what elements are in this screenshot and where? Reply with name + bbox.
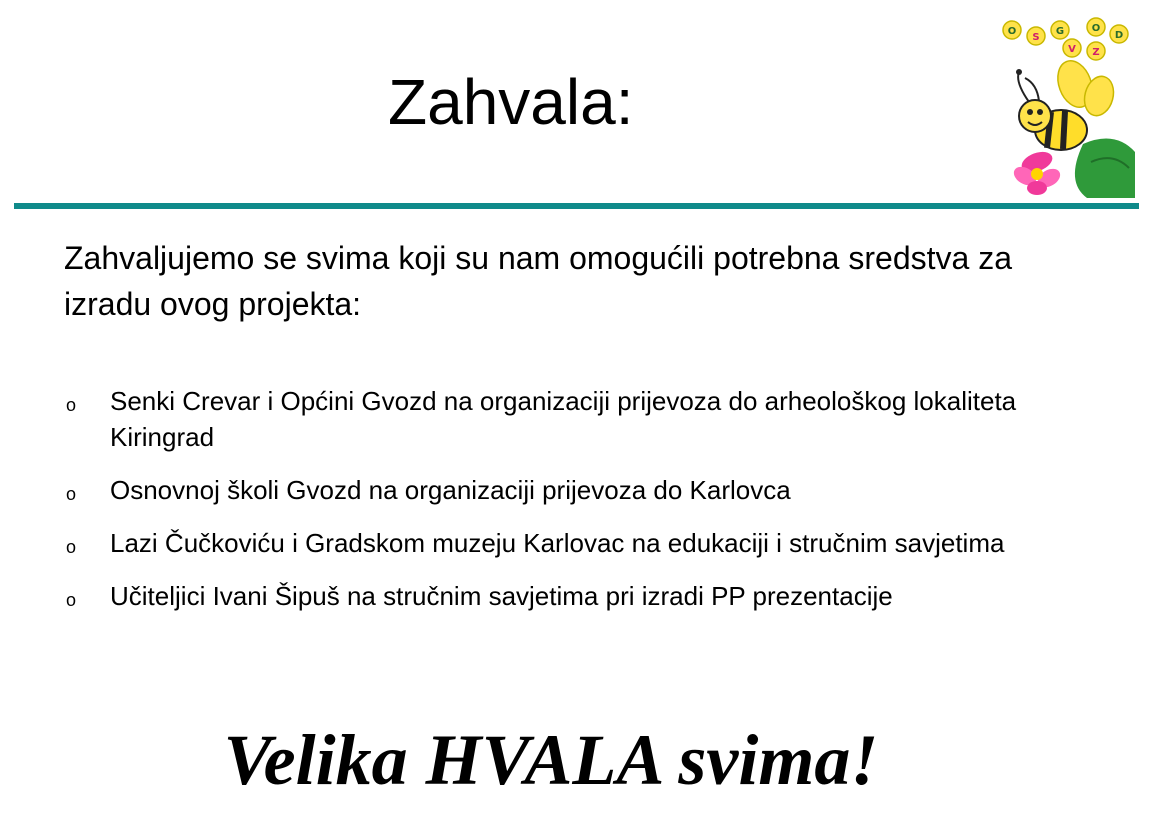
logo-honeycomb-letters xyxy=(1003,18,1128,60)
list-item-text: Senki Crevar i Općini Gvozd na organizaciji prijevoza do arheološkog lokaliteta Kiringrad xyxy=(110,386,1017,452)
bee-head xyxy=(1019,100,1051,132)
bullet-circle-icon: o xyxy=(66,537,77,557)
list-item-text: Lazi Čučkoviću i Gradskom muzeju Karlovac na edukaciji i stručnim savjetima xyxy=(110,528,1005,558)
intro-text: Zahvaljujemo se svima koji su nam omogućili potrebna sredstva za izradu ovog projekta: xyxy=(64,240,1012,322)
logo-letter: V xyxy=(1068,44,1076,55)
leaf-shape xyxy=(1075,139,1135,198)
logo-letter: S xyxy=(1032,32,1040,43)
logo-letter: Z xyxy=(1092,47,1100,58)
bullet-circle-icon: o xyxy=(66,590,77,610)
bullet-circle-icon: o xyxy=(66,484,77,504)
list-item xyxy=(64,383,1024,455)
thanks-list xyxy=(64,383,1024,631)
logo-letter: O xyxy=(1091,23,1101,34)
closing-thanks: Velika HVALA svima! xyxy=(223,720,879,800)
logo-letter: D xyxy=(1114,30,1124,41)
list-item xyxy=(64,525,1024,561)
flower-shape xyxy=(1011,148,1064,195)
title-divider xyxy=(14,203,1139,209)
list-item xyxy=(64,578,1024,614)
list-item xyxy=(64,472,1024,508)
bullet-circle-icon: o xyxy=(66,395,77,415)
list-item-text: Osnovnoj školi Gvozd na organizaciji prijevoza do Karlovca xyxy=(110,475,791,505)
list-item-text: Učiteljici Ivani Šipuš na stručnim savjetima pri izradi PP prezentacije xyxy=(110,581,893,611)
slide-title: Zahvala: xyxy=(388,66,634,138)
school-logo xyxy=(995,12,1140,202)
logo-letter: G xyxy=(1055,26,1065,37)
logo-letter: O xyxy=(1007,26,1017,37)
